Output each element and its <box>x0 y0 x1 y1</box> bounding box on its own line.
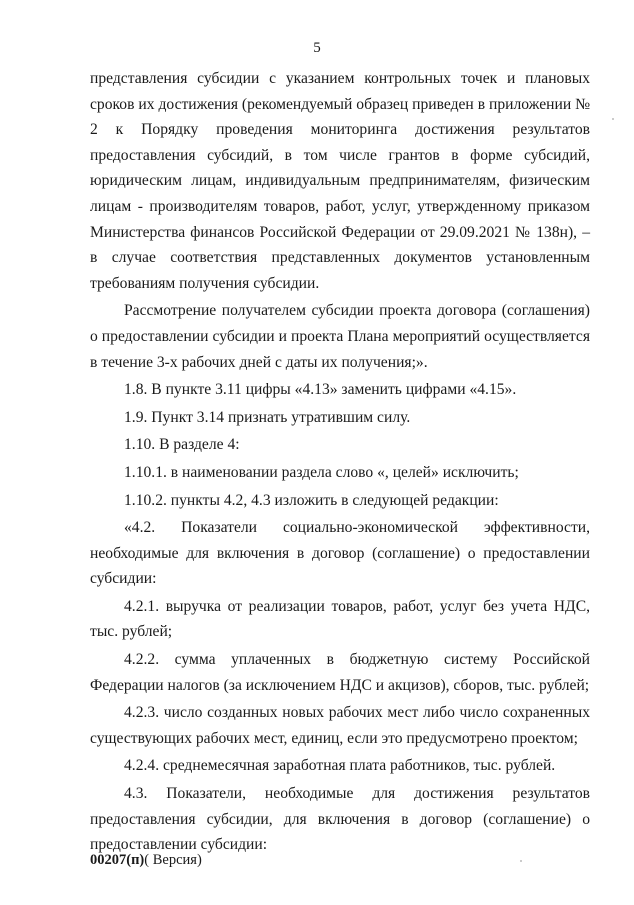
document-body <box>90 66 590 858</box>
paragraph-4-2-4: 4.2.4. среднемесячная заработная плата работников, тыс. рублей. <box>124 757 556 775</box>
paragraph-1-8: 1.8. В пункте 3.11 цифры «4.13» заменить цифрами «4.15». <box>124 381 517 399</box>
scan-speck <box>612 118 614 120</box>
paragraph-4-2-1: 4.2.1. выручка от реализации товаров, работ, услуг без учета НДС, тыс. рублей; <box>90 597 590 641</box>
document-footer <box>90 852 202 869</box>
paragraph-4-2-3: 4.2.3. число созданных новых рабочих мест либо число сохраненных существующих рабочих мест, единиц, если это предусмотрено проектом; <box>90 704 590 747</box>
paragraph-1-10-1: 1.10.1. в наименовании раздела слово «, целей» исключить; <box>124 463 519 481</box>
paragraph-1-10-2: 1.10.2. пункты 4.2, 4.3 изложить в следующей редакции: <box>124 491 499 509</box>
document-code: 00207(п) <box>90 852 145 868</box>
paragraph-4-2: «4.2. Показатели социально-экономической эффективности, необходимые для включения в договор (соглашение) о предоставлении субсидии: <box>90 519 590 588</box>
scan-speck <box>520 860 522 862</box>
paragraph-4-2-2: 4.2.2. сумма уплаченных в бюджетную систему Российской Федерации налогов (за исключением НДС и акцизов), сборов, тыс. рублей; <box>90 651 590 694</box>
page-number: 5 <box>313 40 321 56</box>
paragraph-review-period: Рассмотрение получателем субсидии проекта договора (соглашения) о предоставлении субсидии и проекта Плана мероприятий осуществляется в течение 3-х рабочих дней с даты их получения;». <box>90 302 590 371</box>
document-version: ( Версия) <box>144 852 202 868</box>
paragraph-1-9: 1.9. Пункт 3.14 признать утратившим силу. <box>124 408 411 426</box>
paragraph-4-3: 4.3. Показатели, необходимые для достижения результатов предоставления субсидии, для включения в договор (соглашение) о предоставлении субсидии: <box>90 785 590 854</box>
paragraph-1-10: 1.10. В разделе 4: <box>124 436 240 454</box>
paragraph-continuation: представления субсидии с указанием контрольных точек и плановых сроков их достижения (рекомендуемый образец приведен в приложении № 2 к Порядку проведения мониторинга достижения результатов предоставления субсидий, в том числе грантов в форме субсидий, юридическим лицам, индивидуальным предпринимателям, физическим лицам - производителям товаров, работ, услуг, утвержденному приказом Министерства финансов Российской Федерации от 29.09.2021 № 138н), – в случае соответствия представленных документов установленным требованиям получения субсидии. <box>90 70 590 292</box>
